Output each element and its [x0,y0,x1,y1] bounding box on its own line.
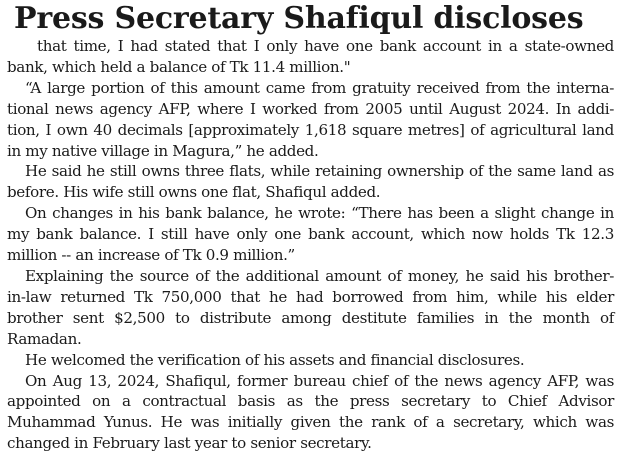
article-line: He said he still owns three flats, while retaining ownership of the same land as [25,162,614,181]
article-line: my bank balance. I still have only one bank account, which now holds Tk 12.3 [7,225,614,244]
article-paragraph [7,161,614,203]
article-headline: Press Secretary Shafiqul discloses [14,1,584,36]
article-paragraph [7,371,614,455]
article-line: bank, which held a balance of Tk 11.4 million." [7,57,351,76]
article-line: in-law returned Tk 750,000 that he had borrowed from him, while his elder [7,287,614,306]
article-line: “A large portion of this amount came from gratuity received from the interna- [25,78,614,97]
article-line: appointed on a contractual basis as the press secretary to Chief Advisor [7,392,614,411]
article-line: On Aug 13, 2024, Shafiqul, former bureau chief of the news agency AFP, was [25,371,614,390]
article-paragraph [7,78,614,162]
article-line: in my native village in Magura,” he added. [7,141,319,160]
article-line: million -- an increase of Tk 0.9 million.” [7,246,295,265]
article-paragraph [7,266,614,350]
article-paragraph [7,350,614,371]
article-paragraph [7,203,614,266]
article-body [7,36,614,454]
article-line: tion, I own 40 decimals [approximately 1,618 square metres] of agricultural land [7,120,614,139]
article-line: that time, I had stated that I only have one bank account in a state-owned [37,37,614,55]
article-line: Ramadan. [7,329,82,348]
article-paragraph [7,36,614,78]
article-line: On changes in his bank balance, he wrote: “There has been a slight change in [25,204,614,223]
article-line: tional news agency AFP, where I worked from 2005 until August 2024. In addi- [7,99,614,118]
article-line: before. His wife still owns one flat, Shafiqul added. [7,183,381,202]
article-line: He welcomed the verification of his assets and financial disclosures. [25,350,525,369]
article-line: changed in February last year to senior secretary. [7,434,372,453]
article-line: Muhammad Yunus. He was initially given the rank of a secretary, which was [7,413,614,432]
article-line: Explaining the source of the additional amount of money, he said his brother- [25,266,614,285]
article-line: brother sent $2,500 to distribute among destitute families in the month of [7,308,614,327]
